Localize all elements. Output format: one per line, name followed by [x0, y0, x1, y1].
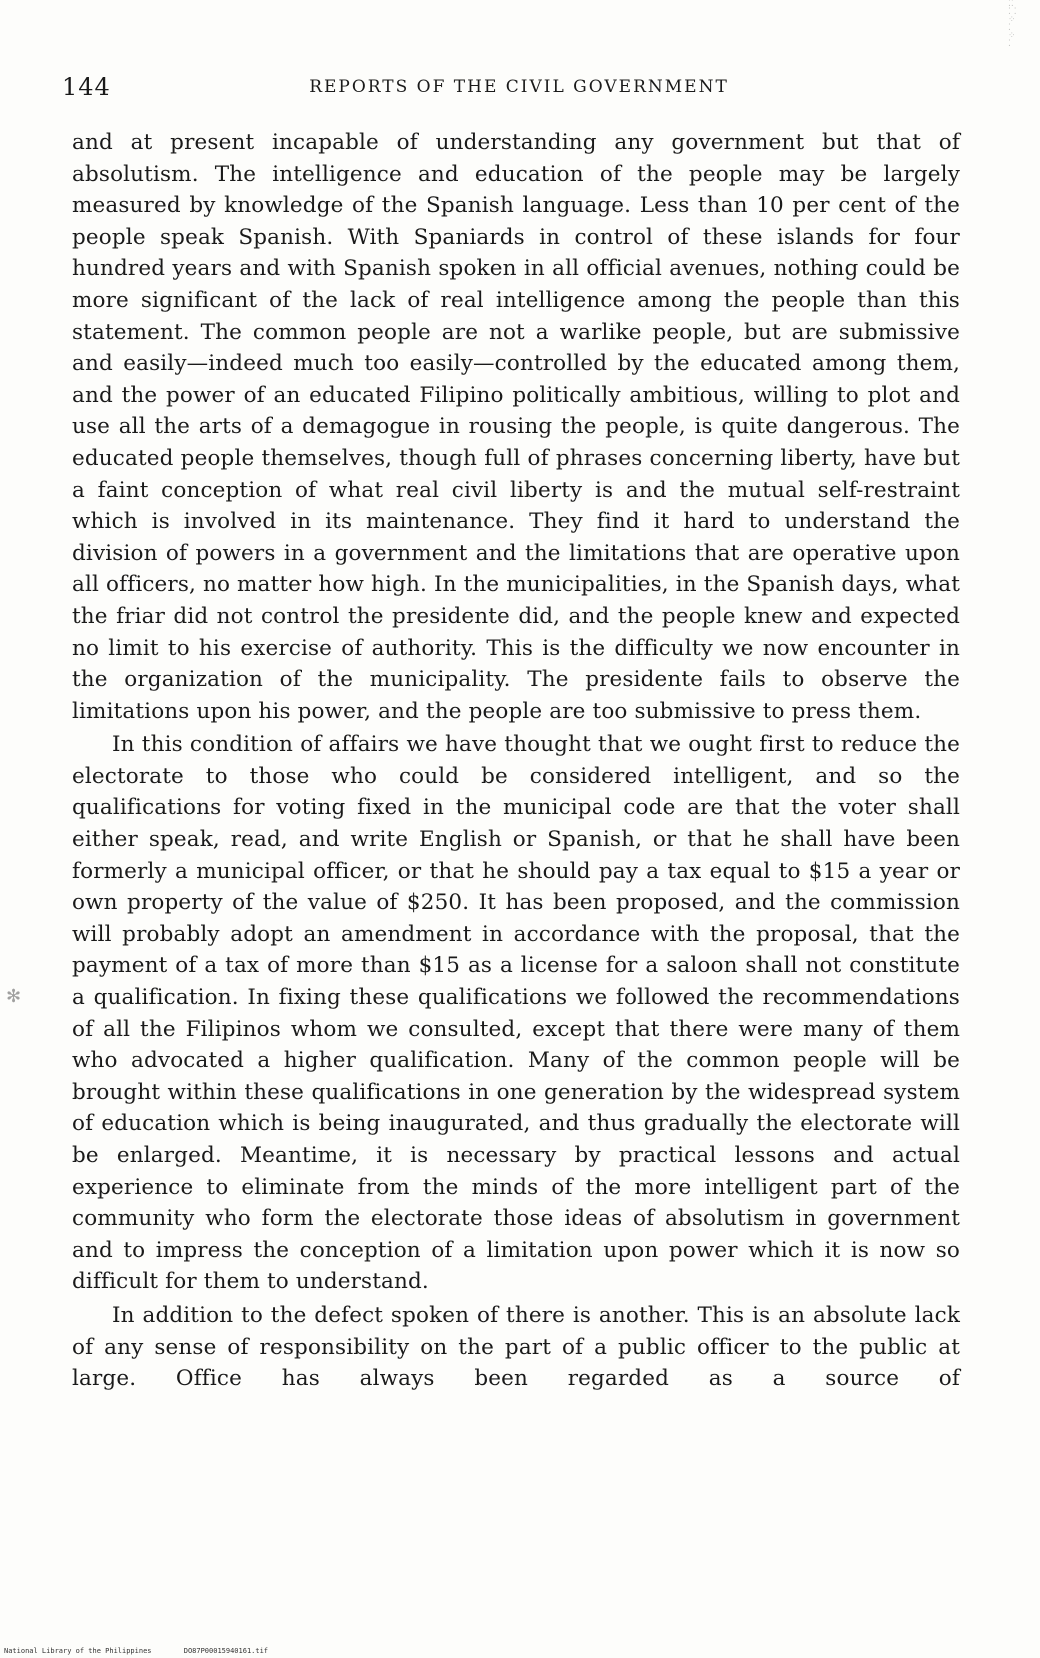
- scan-edge-marks: ⁚⁚ ⁚ ⁚ ⁘ ⁚ ⁘ ⁚: [1008, 0, 1017, 49]
- paragraph-2: In this condition of affairs we have thought that we ought first to reduce the electorate to those who could be considered intelligent, and so the qualifications for voting fixed in the municipal code are that the voter shall either speak, read, and write English or Spanish, or that he shall have been formerly a municipal officer, or that he should pay a tax equal to $15 a year or own property of the value of $250. It has been proposed, and the commission will probably adopt an amendment in accordance with the proposal, that the payment of a tax of more than $15 as a license for a saloon shall not constitute a qualification. In fixing these qualifications we followed the recommendations of all the Filipinos whom we consulted, except that there were many of them who advocated a higher qualification. Many of the common people will be brought within these qualifications in one generation by the widespread system of education which is being inaugurated, and thus gradually the electorate will be enlarged. Meantime, it is necessary by practical lessons and actual experience to eliminate from the minds of the more intelligent part of the community who form the electorate those ideas of absolutism in government and to impress the conception of a limitation upon power which it is now so difficult for them to understand.: [72, 732, 960, 1295]
- paragraph-1: and at present incapable of understanding any government but that of absolutism. The intelligence and education of the people may be largely measured by knowledge of the Spanish language. Less than 10 per cent of the people speak Spanish. With Spaniards in control of these islands for four hundred years and with Spanish spoken in all official avenues, nothing could be more significant of the lack of real intelligence among the people than this statement. The common people are not a warlike people, but are submissive and easily—indeed much too easily—controlled by the educated among them, and the power of an educated Filipino politically ambitious, willing to plot and use all the arts of a demagogue in rousing the people, is quite dangerous. The educated people themselves, though full of phrases concerning liberty, have but a faint conception of what real civil liberty is and the mutual self-restraint which is involved in its maintenance. They find it hard to understand the division of powers in a government and the limitations that are operative upon all officers, no matter how high. In the municipalities, in the Spanish days, what the friar did not control the presidente did, and the people knew and expected no limit to his exercise of authority. This is the difficulty we now encounter in the organization of the municipality. The presidente fails to observe the limitations upon his power, and the people are too submissive to press them.: [72, 130, 961, 724]
- footer-file: DO87P00015940161.tif: [183, 1647, 269, 1655]
- scan-footer: [4, 1647, 296, 1656]
- body-text: [72, 127, 960, 1395]
- paragraph-3: In addition to the defect spoken of there is another. This is an absolute lack of any sense of responsibility on the part of a public officer to the public at large. Office has always been regarded as a source of: [72, 1302, 960, 1392]
- running-head-title: REPORTS OF THE CIVIL GOVERNMENT: [309, 77, 729, 97]
- footer-library: National Library of the Philippines: [4, 1647, 152, 1655]
- page-number: 144: [62, 73, 111, 101]
- running-head: [62, 72, 976, 102]
- scan-speck: ✻: [6, 986, 22, 1007]
